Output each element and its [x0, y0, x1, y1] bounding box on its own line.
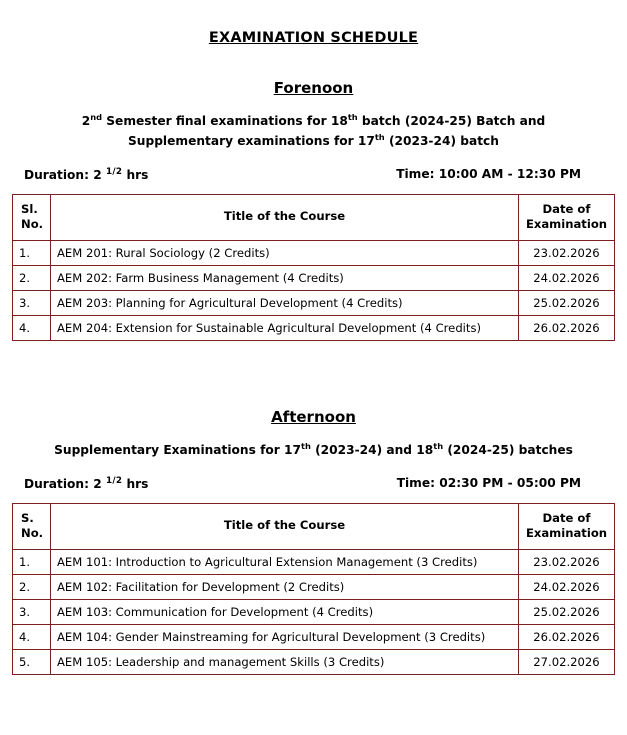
subtitle-text: (2023-24) batch — [384, 133, 499, 148]
table-row — [13, 315, 615, 340]
cell-course-title: AEM 101: Introduction to Agricultural Extension Management (3 Credits) — [51, 549, 519, 574]
section-subtitle-forenoon — [12, 111, 615, 151]
cell-exam-date: 24.02.2026 — [519, 574, 615, 599]
time-afternoon: Time: 02:30 PM - 05:00 PM — [396, 475, 581, 490]
cell-exam-date: 23.02.2026 — [519, 240, 615, 265]
subtitle-sup: th — [347, 112, 358, 122]
header-exam-date — [519, 503, 615, 549]
cell-exam-date: 26.02.2026 — [519, 315, 615, 340]
cell-course-title: AEM 105: Leadership and management Skills (3 Credits) — [51, 649, 519, 674]
table-row — [13, 240, 615, 265]
subtitle-text: 2 — [81, 114, 91, 129]
table-row — [13, 599, 615, 624]
duration-label: Duration: 2 — [24, 476, 102, 491]
cell-exam-date: 23.02.2026 — [519, 549, 615, 574]
cell-course-title: AEM 201: Rural Sociology (2 Credits) — [51, 240, 519, 265]
cell-serial: 3. — [13, 290, 51, 315]
page-title: EXAMINATION SCHEDULE — [208, 30, 419, 46]
section-spacer — [12, 341, 615, 375]
subtitle-sup: th — [433, 440, 444, 451]
cell-exam-date: 25.02.2026 — [519, 290, 615, 315]
cell-exam-date: 24.02.2026 — [519, 265, 615, 290]
cell-serial: 2. — [13, 265, 51, 290]
section-heading-forenoon: Forenoon — [273, 79, 354, 97]
cell-serial: 4. — [13, 315, 51, 340]
cell-course-title: AEM 104: Gender Mainstreaming for Agricultural Development (3 Credits) — [51, 624, 519, 649]
header-date-line1: Date of — [542, 510, 591, 525]
header-exam-date — [519, 194, 615, 240]
subtitle-text: Supplementary examinations for 17 — [128, 133, 375, 148]
cell-course-title: AEM 103: Communication for Development (4 Credits) — [51, 599, 519, 624]
subtitle-text: Semester final examinations for 18 — [102, 114, 348, 129]
header-date-line2: Examination — [525, 526, 608, 541]
cell-exam-date: 26.02.2026 — [519, 624, 615, 649]
duration-afternoon — [24, 476, 148, 491]
table-row — [13, 265, 615, 290]
subtitle-text: (2023-24) and 18 — [310, 442, 434, 457]
subtitle-text: Supplementary Examinations for 17 — [54, 442, 301, 457]
duration-unit: hrs — [126, 476, 149, 491]
document-page — [0, 30, 627, 735]
header-date-line2: Examination — [525, 217, 608, 232]
section-heading-afternoon: Afternoon — [271, 407, 356, 426]
cell-serial: 1. — [13, 240, 51, 265]
table-header-row — [13, 194, 615, 240]
header-date-line1: Date of — [542, 201, 591, 216]
section-afternoon — [12, 408, 615, 675]
table-row — [13, 649, 615, 674]
table-row — [13, 574, 615, 599]
table-row — [13, 624, 615, 649]
duration-fraction: 1/2 — [105, 475, 123, 486]
cell-exam-date: 27.02.2026 — [519, 649, 615, 674]
cell-serial: 2. — [13, 574, 51, 599]
header-serial-line1: Sl. — [21, 201, 38, 216]
cell-course-title: AEM 202: Farm Business Management (4 Credits) — [51, 265, 519, 290]
meta-row-forenoon — [12, 167, 615, 182]
duration-unit: hrs — [126, 167, 149, 182]
section-subtitle-afternoon — [12, 440, 615, 460]
cell-serial: 5. — [13, 649, 51, 674]
header-serial — [13, 503, 51, 549]
header-course-title: Title of the Course — [51, 503, 519, 549]
cell-serial: 1. — [13, 549, 51, 574]
meta-row-afternoon — [12, 476, 615, 491]
table-row — [13, 290, 615, 315]
table-header-row — [13, 503, 615, 549]
cell-course-title: AEM 204: Extension for Sustainable Agricultural Development (4 Credits) — [51, 315, 519, 340]
cell-course-title: AEM 102: Facilitation for Development (2 Credits) — [51, 574, 519, 599]
header-serial-line1: S. — [21, 510, 34, 525]
header-serial-line2: No. — [21, 217, 44, 232]
schedule-table-forenoon — [12, 194, 615, 341]
duration-forenoon — [24, 167, 148, 182]
subtitle-sup: th — [374, 131, 385, 142]
time-forenoon: Time: 10:00 AM - 12:30 PM — [396, 166, 581, 181]
subtitle-sup: th — [300, 440, 311, 451]
schedule-table-afternoon — [12, 503, 615, 675]
header-serial — [13, 194, 51, 240]
header-serial-line2: No. — [21, 526, 44, 541]
subtitle-line-2 — [128, 131, 499, 148]
duration-fraction: 1/2 — [105, 166, 123, 177]
subtitle-text: batch (2024-25) Batch and — [357, 114, 546, 129]
subtitle-sup: nd — [90, 112, 103, 122]
cell-course-title: AEM 203: Planning for Agricultural Development (4 Credits) — [51, 290, 519, 315]
subtitle-text: (2024-25) batches — [443, 442, 573, 457]
duration-label: Duration: 2 — [24, 167, 102, 182]
table-row — [13, 549, 615, 574]
cell-exam-date: 25.02.2026 — [519, 599, 615, 624]
cell-serial: 4. — [13, 624, 51, 649]
cell-serial: 3. — [13, 599, 51, 624]
header-course-title: Title of the Course — [51, 194, 519, 240]
subtitle-line-1 — [82, 114, 546, 128]
section-forenoon — [12, 79, 615, 341]
